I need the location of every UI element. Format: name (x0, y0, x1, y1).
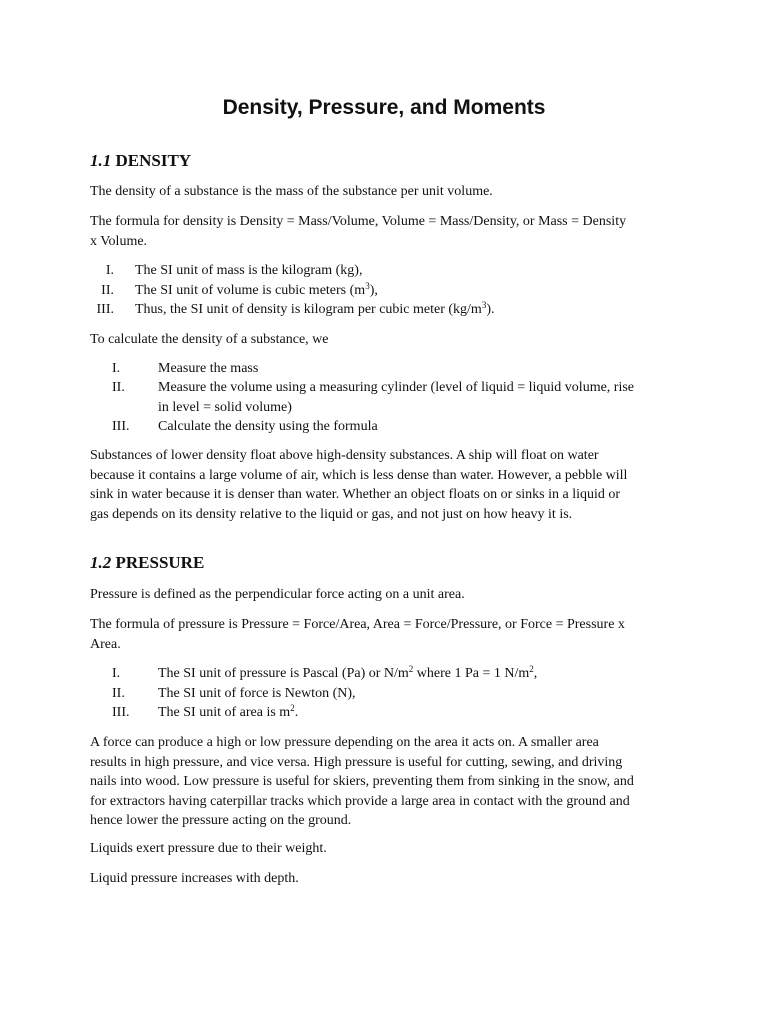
list-text: The SI unit of force is Newton (N), (158, 686, 356, 701)
list-text: Thus, the SI unit of density is kilogram per cubic meter $(kg/m^3)$. (135, 300, 495, 317)
section-heading-pressure (90, 553, 204, 573)
paragraph-line: x Volume. (90, 233, 148, 249)
section-heading-density (90, 151, 191, 171)
paragraph-line: gas depends on its density relative to the liquid or gas, and not just on how heavy it is. (90, 506, 573, 522)
list-text: Measure the mass (158, 361, 259, 376)
list-text: The SI unit of pressure is Pascal (Pa) or $N/m^2$ where 1 Pa = 1 $N/m^2$, (158, 664, 538, 681)
list-text: The SI unit of area is $m^2$. (158, 703, 299, 720)
paragraph: The density of a substance is the mass of the substance per unit volume. (90, 184, 493, 199)
list-text-continued: in level = solid volume) (158, 400, 292, 415)
paragraph-line: A force can produce a high or low pressure depending on the area it acts on. A smaller area (90, 735, 599, 750)
paragraph (90, 733, 680, 831)
section-title: PRESSURE (115, 553, 205, 572)
paragraph (90, 446, 680, 524)
list-number: II. (112, 686, 125, 701)
list-text: Calculate the density using the formula (158, 419, 378, 434)
paragraph (90, 212, 680, 251)
list-number: II. (112, 380, 125, 395)
section-title: DENSITY (115, 151, 192, 170)
list-number: III. (112, 705, 130, 720)
document-title: Density, Pressure, and Moments (222, 96, 546, 119)
list-number: II. (101, 283, 114, 298)
list-text: The SI unit of mass is the kilogram (kg), (135, 263, 363, 278)
paragraph-line: results in high pressure, and vice versa. High pressure is useful for cutting, sewing, and driving (90, 754, 623, 770)
section-number: 1.1 (90, 151, 112, 170)
paragraph: To calculate the density of a substance, we (90, 332, 329, 347)
paragraph-line: for extractors having caterpillar tracks which provide a large area in contact with the ground and (90, 793, 630, 809)
list-text: Measure the volume using a measuring cylinder (level of liquid = liquid volume, rise (158, 380, 635, 395)
paragraph-line: hence lower the pressure acting on the ground. (90, 813, 352, 828)
list-number: III. (96, 302, 114, 317)
paragraph: Pressure is defined as the perpendicular force acting on a unit area. (90, 587, 465, 602)
list-text: The SI unit of volume is cubic meters $(m^3)$, (135, 281, 378, 298)
paragraph-line: because it contains a large volume of air, which is less dense than water. However, a pebble will (90, 467, 628, 483)
paragraph-line: The formula of pressure is Pressure = Force/Area, Area = Force/Pressure, or Force = Pressure x (90, 617, 625, 632)
section-number: 1.2 (90, 553, 112, 572)
list-number: I. (112, 666, 121, 681)
paragraph (90, 615, 680, 654)
paragraph: Liquids exert pressure due to their weight. (90, 841, 327, 856)
list-number: I. (105, 263, 114, 278)
paragraph-line: The formula for density is Density = Mass/Volume, Volume = Mass/Density, or Mass = Density (90, 214, 627, 229)
paragraph-line: sink in water because it is denser than water. Whether an object floats on or sinks in a liquid or (90, 487, 621, 502)
paragraph-line: Substances of lower density float above high-density substances. A ship will float on water (90, 448, 599, 463)
paragraph-line: nails into wood. Low pressure is useful for skiers, preventing them from sinking in the snow, and (90, 774, 634, 789)
list-number: I. (112, 361, 121, 376)
paragraph-line: Area. (90, 636, 121, 652)
list-number: III. (112, 419, 130, 434)
paragraph: Liquid pressure increases with depth. (90, 871, 299, 886)
